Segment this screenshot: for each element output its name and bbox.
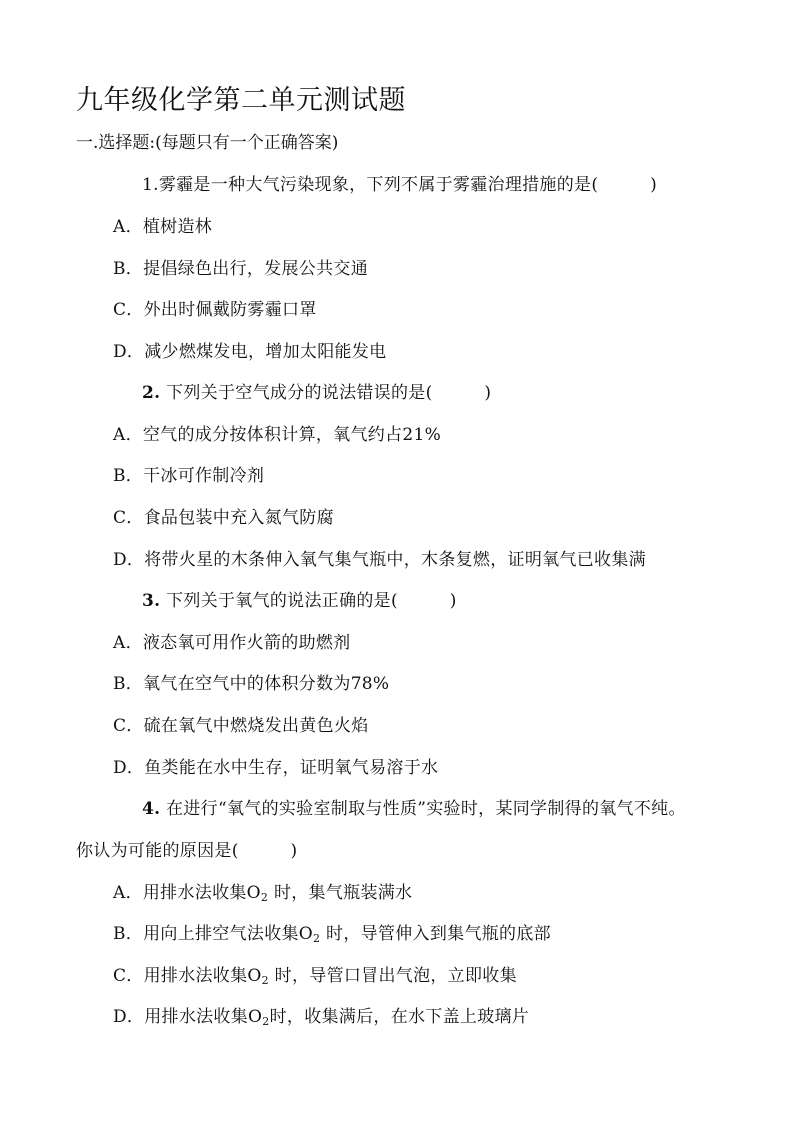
- question-4-option-a: [113, 878, 412, 903]
- question-4-number: 4.: [142, 799, 161, 819]
- question-3-number: 3.: [142, 591, 161, 611]
- option-text: 时，集气瓶装满水: [268, 883, 413, 903]
- option-text: B．用向上排空气法收集O: [113, 924, 314, 944]
- question-2-number: 2.: [142, 383, 161, 403]
- question-3-option-a: A．液态氧可用作火箭的助燃剂: [113, 633, 351, 653]
- question-3-option-c: C．硫在氧气中燃烧发出黄色火焰: [113, 716, 369, 736]
- option-text: A．用排水法收集O: [113, 883, 261, 903]
- question-3-stem: [142, 586, 457, 611]
- question-1-stem: 1.雾霾是一种大气污染现象，下列不属于雾霾治理措施的是( ): [142, 175, 658, 195]
- subscript: 2: [262, 1015, 270, 1028]
- option-text: 时，导管伸入到集气瓶的底部: [320, 924, 551, 944]
- question-2-stem: [142, 378, 491, 403]
- question-2-option-a: A．空气的成分按体积计算，氧气约占21%: [113, 425, 442, 445]
- option-text: 时，导管口冒出气泡，立即收集: [268, 966, 517, 986]
- question-2-text: 下列关于空气成分的说法错误的是( ): [166, 383, 492, 403]
- question-4-option-b: [113, 919, 551, 944]
- question-2-option-c: C．食品包装中充入氮气防腐: [113, 508, 334, 528]
- question-4-option-d: [113, 1002, 529, 1027]
- page-title: 九年级化学第二单元测试题: [76, 85, 406, 116]
- question-1-option-d: D．减少燃煤发电，增加太阳能发电: [113, 342, 387, 362]
- option-text: 时，收集满后，在水下盖上玻璃片: [269, 1007, 530, 1027]
- question-2-option-d: D．将带火星的木条伸入氧气集气瓶中，木条复燃，证明氧气已收集满: [113, 550, 646, 570]
- question-4-option-c: [113, 961, 517, 986]
- option-text: C．用排水法收集O: [113, 966, 262, 986]
- question-3-text: 下列关于氧气的说法正确的是( ): [166, 591, 457, 611]
- subscript: 2: [261, 974, 269, 987]
- option-text: D．用排水法收集O: [113, 1007, 263, 1027]
- question-3-option-d: D．鱼类能在水中生存，证明氧气易溶于水: [113, 758, 439, 778]
- question-1-option-b: B．提倡绿色出行，发展公共交通: [113, 259, 368, 279]
- question-4-stem: [142, 794, 686, 819]
- question-4-stem-continued: 你认为可能的原因是( ): [76, 841, 298, 861]
- section-heading: 一.选择题:(每题只有一个正确答案): [76, 133, 339, 153]
- question-4-text: 在进行“氧气的实验室制取与性质”实验时，某同学制得的氧气不纯。: [166, 799, 686, 819]
- question-1-option-c: C．外出时佩戴防雾霾口罩: [113, 300, 317, 320]
- question-1-option-a: A．植树造林: [113, 217, 213, 237]
- question-2-option-b: B．干冰可作制冷剂: [113, 466, 265, 486]
- question-3-option-b: B．氧气在空气中的体积分数为78%: [113, 674, 390, 694]
- subscript: 2: [313, 932, 321, 945]
- subscript: 2: [260, 891, 269, 904]
